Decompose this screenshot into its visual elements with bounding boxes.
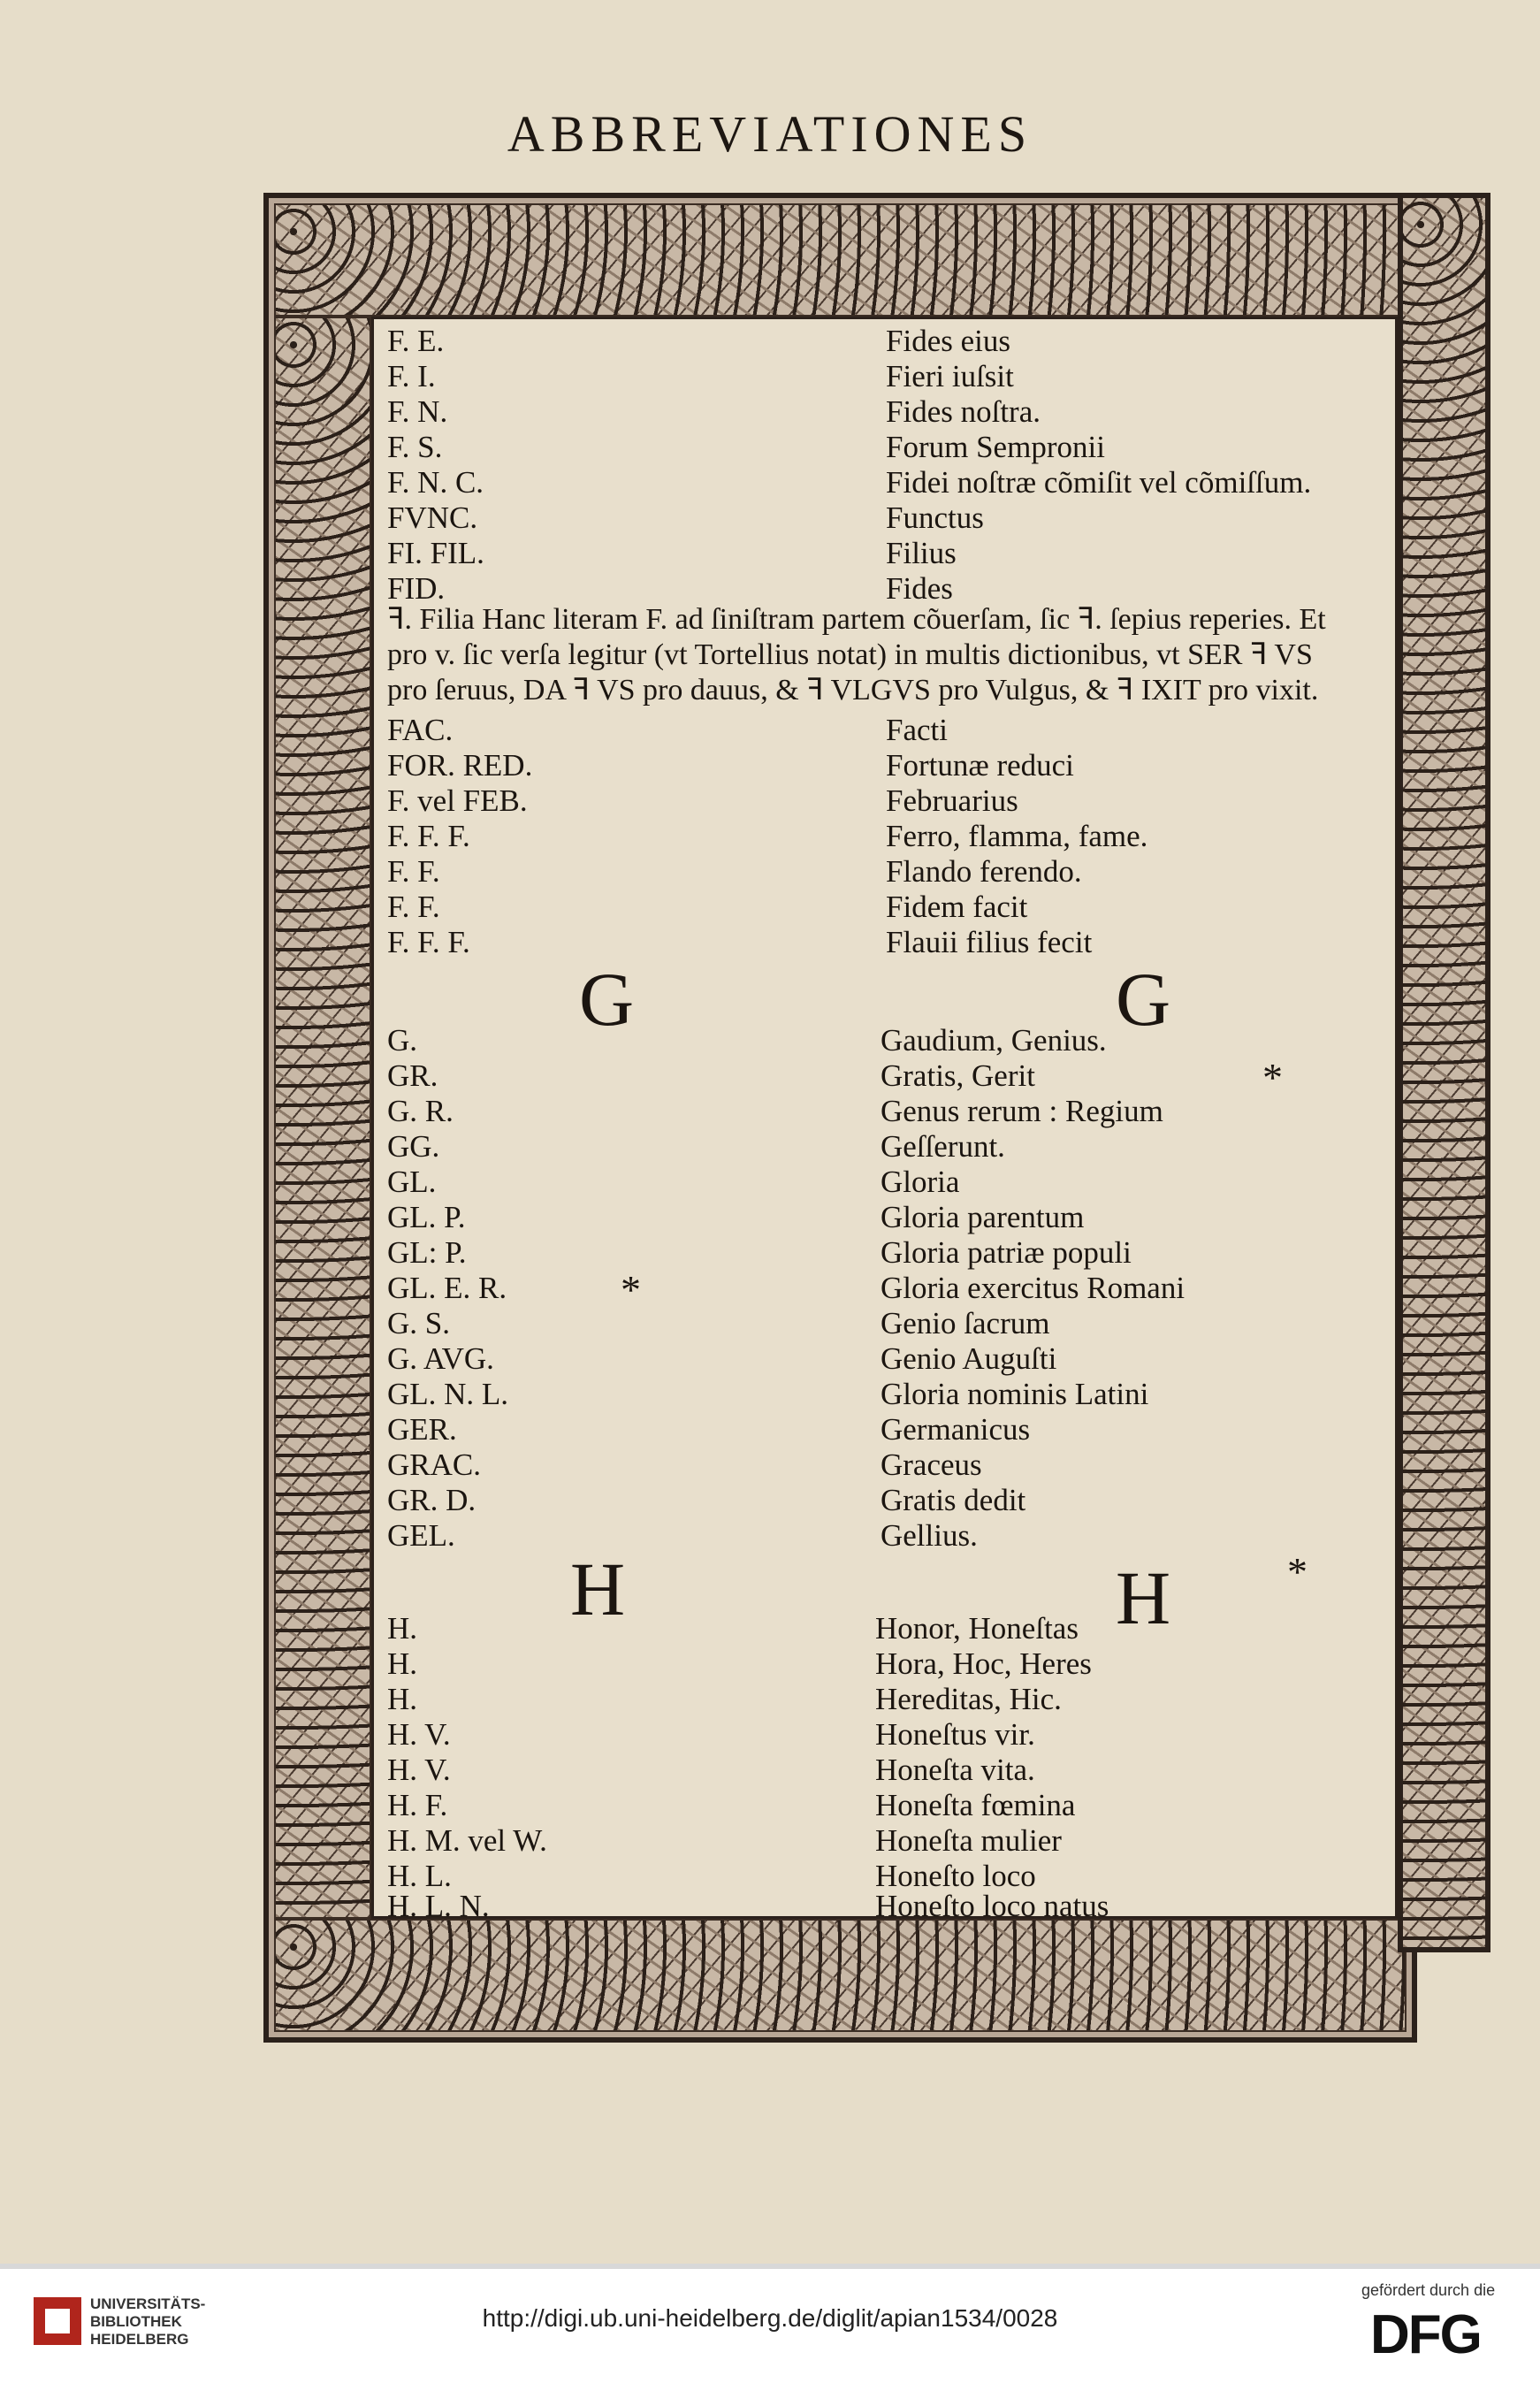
abbr-item: F. F. F. <box>387 925 470 959</box>
meaning-item: Filius <box>886 536 957 570</box>
section-letter-h-right: H <box>1116 1555 1171 1640</box>
asterisk-mark: * <box>1287 1549 1307 1594</box>
dfg-logo: DFG <box>1370 2304 1481 2365</box>
abbr-item: H. V. <box>387 1717 451 1752</box>
meaning-item: Genus rerum : Regium <box>881 1094 1163 1128</box>
abbr-item: H. <box>387 1611 418 1646</box>
abbr-item: GL. N. L. <box>387 1377 509 1411</box>
meaning-item: Flauii filius fecit <box>886 925 1093 959</box>
note-line: pro ſeruus, DA ꟻ VS pro dauus, & ꟻ VLGVS pro Vulgus, & ꟻ IXIT pro vixit. <box>387 674 1319 706</box>
abbr-item: H. F. <box>387 1788 448 1822</box>
abbr-item: H. <box>387 1646 418 1681</box>
meaning-item: Gaudium, Genius. <box>881 1023 1107 1058</box>
abbr-item: H. M. vel W. <box>387 1823 547 1858</box>
meaning-item: Honeſto loco natus <box>875 1889 1109 1923</box>
meaning-item: Fortunæ reduci <box>886 748 1074 783</box>
meaning-item: Flando ferendo. <box>886 854 1082 889</box>
abbr-item: FID. <box>387 571 446 606</box>
meaning-item: Honeſta mulier <box>875 1823 1062 1858</box>
abbr-item: H. L. N. <box>387 1889 490 1923</box>
abbr-item: GRAC. <box>387 1447 481 1482</box>
section-letter-g-right: G <box>1116 957 1171 1042</box>
abbr-item: F. E. <box>387 324 445 358</box>
abbr-item: GL. E. R. <box>387 1271 507 1305</box>
abbr-item: H. L. <box>387 1859 452 1893</box>
abbr-item: FI. FIL. <box>387 536 484 570</box>
meaning-item: Gloria nominis Latini <box>881 1377 1149 1411</box>
abbr-item: GL: P. <box>387 1235 467 1270</box>
abbr-item: F. F. F. <box>387 819 470 853</box>
meaning-item: Fides <box>886 571 953 606</box>
abbr-item: H. <box>387 1682 418 1716</box>
abbr-item: GR. D. <box>387 1483 476 1517</box>
abbr-item: GEL. <box>387 1518 455 1553</box>
meaning-item: Geſſerunt. <box>881 1129 1005 1164</box>
meaning-item: Graceus <box>881 1447 982 1482</box>
meaning-item: Fidei noſtræ cõmiſit vel cõmiſſum. <box>886 465 1312 500</box>
funding-note: gefördert durch die <box>1361 2281 1496 2299</box>
abbr-item: G. R. <box>387 1094 454 1128</box>
abbr-item: GER. <box>387 1412 457 1447</box>
abbr-item: FOR. RED. <box>387 748 533 783</box>
meaning-item: Fides noſtra. <box>886 394 1041 429</box>
meaning-item: Fides eius <box>886 324 1010 358</box>
meaning-item: Fieri iuſsit <box>886 359 1014 393</box>
abbr-item: GL. P. <box>387 1200 466 1234</box>
meaning-item: Gellius. <box>881 1518 978 1553</box>
meaning-item: Honor, Honeſtas <box>875 1611 1079 1646</box>
abbr-item: F. I. <box>387 359 436 393</box>
section-letter-g-left: G <box>579 957 635 1042</box>
abbr-item: FVNC. <box>387 500 478 535</box>
meaning-item: Ferro, flamma, fame. <box>886 819 1148 853</box>
meaning-item: Hora, Hoc, Heres <box>875 1646 1092 1681</box>
abbr-item: GG. <box>387 1129 440 1164</box>
abbr-item: GL. <box>387 1165 437 1199</box>
meaning-item: Gloria patriæ populi <box>881 1235 1132 1270</box>
note-line: pro v. ſic verſa legitur (vt Tortellius notat) in multis dictionibus, vt SER ꟻ VS <box>387 638 1313 671</box>
footer-divider <box>0 2264 1540 2269</box>
meaning-item: Honeſta fœmina <box>875 1788 1076 1822</box>
abbr-item: G. S. <box>387 1306 450 1340</box>
meaning-item: Honeſtus vir. <box>875 1717 1035 1752</box>
meaning-item: Februarius <box>886 783 1018 818</box>
meaning-item: Fidem facit <box>886 890 1028 924</box>
ornament-left <box>274 317 371 1919</box>
asterisk-mark: * <box>621 1267 641 1312</box>
page-title: ABBREVIATIONES <box>507 105 1033 163</box>
meaning-item: Facti <box>886 713 948 747</box>
meaning-item: Gratis, Gerit <box>881 1058 1035 1093</box>
meaning-item: Forum Sempronii <box>886 430 1105 464</box>
meaning-item: Hereditas, Hic. <box>875 1682 1062 1716</box>
meaning-item: Honeſta vita. <box>875 1753 1035 1787</box>
abbr-item: F. N. <box>387 394 448 429</box>
abbr-item: F. vel FEB. <box>387 783 528 818</box>
section-letter-h-left: H <box>570 1547 626 1631</box>
note-paragraph <box>387 602 1395 708</box>
abbr-item: F. N. C. <box>387 465 484 500</box>
abbr-item: H. V. <box>387 1753 451 1787</box>
meaning-item: Functus <box>886 500 984 535</box>
meaning-item: Gloria exercitus Romani <box>881 1271 1185 1305</box>
meaning-item: Gratis dedit <box>881 1483 1026 1517</box>
ornament-right <box>1398 193 1490 1952</box>
abbr-item: GR. <box>387 1058 438 1093</box>
meaning-item: Gloria <box>881 1165 960 1199</box>
meaning-item: Genio ſacrum <box>881 1306 1050 1340</box>
abbr-item: G. <box>387 1023 418 1058</box>
abbr-item: G. AVG. <box>387 1341 494 1376</box>
library-name: UNIVERSITÄTS- BIBLIOTHEK HEIDELBERG <box>90 2295 206 2348</box>
asterisk-mark: * <box>1262 1055 1283 1100</box>
ornament-bottom <box>274 1919 1407 2032</box>
note-line: ꟻ. Filia Hanc literam F. ad ſiniſtram partem cõuerſam, ſic ꟻ. ſepius reperies. Et <box>387 603 1326 636</box>
abbr-item: F. S. <box>387 430 443 464</box>
meaning-item: Honeſto loco <box>875 1859 1036 1893</box>
meaning-item: Gloria parentum <box>881 1200 1085 1234</box>
abbr-item: F. F. <box>387 890 440 924</box>
meaning-item: Genio Auguſti <box>881 1341 1057 1376</box>
abbr-item: F. F. <box>387 854 440 889</box>
abbr-item: FAC. <box>387 713 454 747</box>
ornament-top <box>274 203 1407 317</box>
meaning-item: Germanicus <box>881 1412 1031 1447</box>
source-url[interactable]: http://digi.ub.uni-heidelberg.de/diglit/apian1534/0028 <box>482 2304 1058 2332</box>
